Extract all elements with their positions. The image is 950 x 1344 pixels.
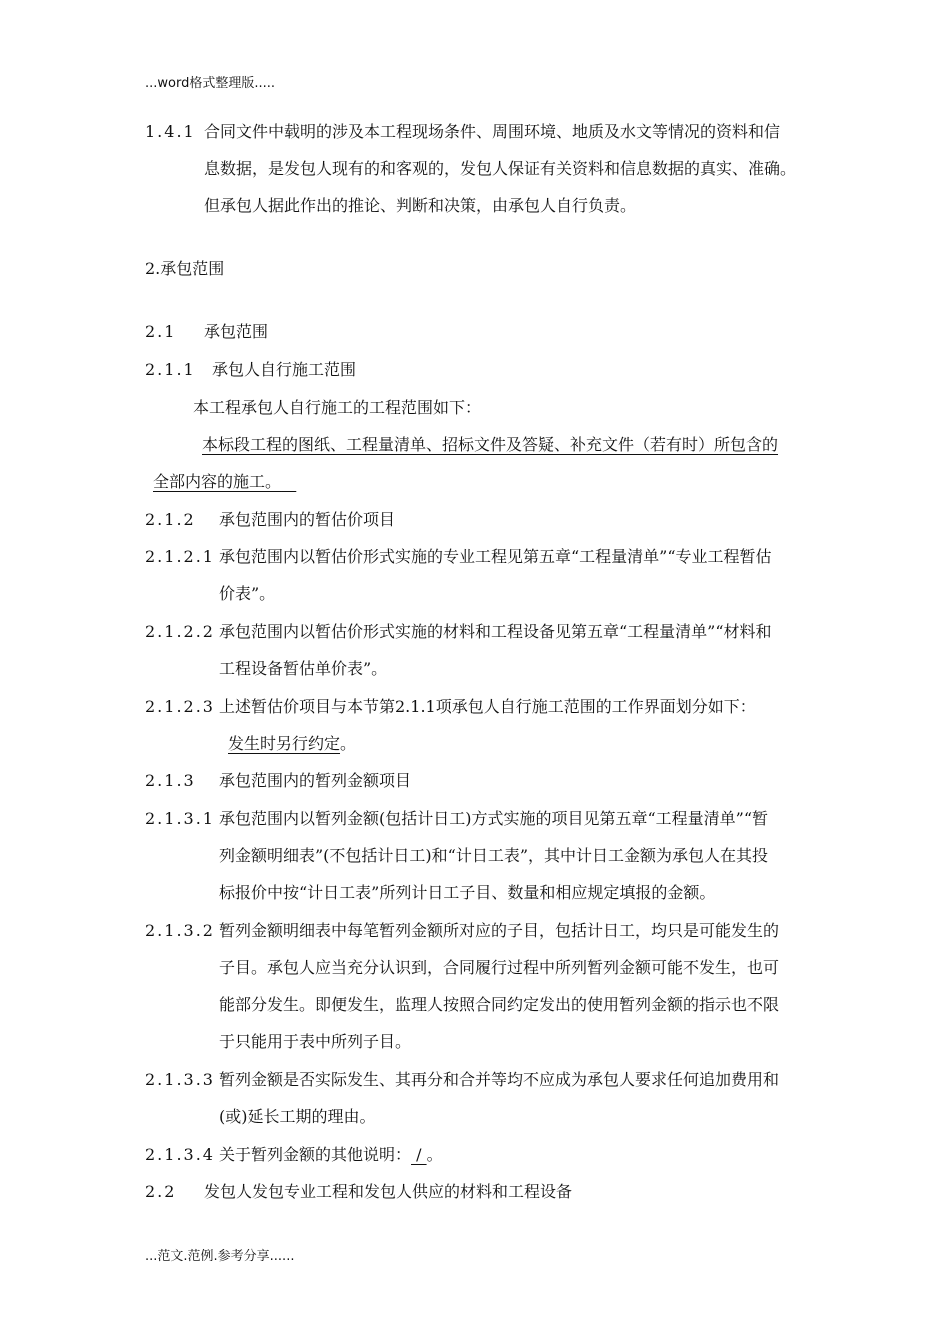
clause-number-2-1-3-4: 2.1.3.4 [145, 1145, 215, 1164]
clause-1-4-1-line-2: 息数据，是发包人现有的和客观的，发包人保证有关资料和信息数据的真实、准确。 [204, 159, 797, 178]
page-header: ...word格式整理版..... [145, 76, 276, 91]
clause-number-2-2: 2.2 [145, 1182, 177, 1201]
clause-2-2-title: 发包人发包专业工程和发包人供应的材料和工程设备 [204, 1182, 573, 1201]
clause-2-1-3-1-line-1: 承包范围内以暂列金额(包括计日工)方式实施的项目见第五章“工程量清单”“暂 [219, 809, 769, 828]
clause-2-1-3-4-value: / [411, 1145, 427, 1164]
clause-2-1-1-title: 承包人自行施工范围 [212, 360, 357, 379]
clause-2-1-2-2-line-1: 承包范围内以暂估价形式实施的材料和工程设备见第五章“工程量清单”“材料和 [219, 622, 772, 641]
clause-number-2-1-3: 2.1.3 [145, 771, 196, 790]
clause-2-1-3-2-line-1: 暂列金额明细表中每笔暂列金额所对应的子目，包括计日工，均只是可能发生的 [219, 921, 780, 940]
clause-number-2-1-2-1: 2.1.2.1 [145, 547, 215, 566]
clause-2-1-2-3-answer: 发生时另行约定。 [228, 734, 357, 753]
clause-2-1-3-2-line-2: 子目。承包人应当充分认识到，合同履行过程中所列暂列金额可能不发生，也可 [219, 958, 780, 977]
clause-2-1-3-4-line: 关于暂列金额的其他说明： / 。 [219, 1145, 443, 1164]
clause-2-1-2-3-line-1: 上述暂估价项目与本节第2.1.1项承包人自行施工范围的工作界面划分如下： [219, 697, 756, 716]
clause-2-1-3-3-line-2: (或)延长工期的理由。 [219, 1107, 376, 1126]
clause-2-1-title: 承包范围 [204, 322, 269, 341]
clause-2-1-3-3-line-1: 暂列金额是否实际发生、其再分和合并等均不应成为承包人要求任何追加费用和 [219, 1070, 780, 1089]
clause-number-2-1-2-2: 2.1.2.2 [145, 622, 215, 641]
clause-2-1-2-2-line-2: 工程设备暂估单价表”。 [219, 659, 388, 678]
section-title-2: 2.承包范围 [145, 259, 225, 278]
clause-1-4-1-line-3: 但承包人据此作出的推论、判断和决策，由承包人自行负责。 [204, 196, 637, 215]
clause-number-1-4-1: 1.4.1 [145, 122, 196, 141]
clause-number-2-1-3-1: 2.1.3.1 [145, 809, 215, 828]
page-footer: ...范文.范例.参考分享...... [145, 1249, 295, 1264]
clause-2-1-3-1-line-3: 标报价中按“计日工表”所列计日工子目、数量和相应规定填报的金额。 [219, 883, 716, 902]
clause-2-1-1-scope-line-1: 本标段工程的图纸、工程量清单、招标文件及答疑、补充文件（若有时）所包含的 [202, 435, 779, 454]
clause-2-1-1-scope-line-2: 全部内容的施工。 [153, 472, 282, 491]
clause-number-2-1-2-3: 2.1.2.3 [145, 697, 215, 716]
clause-number-2-1-1: 2.1.1 [145, 360, 196, 379]
clause-1-4-1-line-1: 合同文件中载明的涉及本工程现场条件、周围环境、地质及水文等情况的资料和信 [204, 122, 781, 141]
clause-2-1-2-1-line-2: 价表”。 [219, 584, 276, 603]
clause-2-1-3-1-line-2: 列金额明细表”(不包括计日工)和“计日工表”，其中计日工金额为承包人在其投 [219, 846, 769, 865]
clause-number-2-1-3-2: 2.1.3.2 [145, 921, 215, 940]
clause-2-1-3-2-line-3: 能部分发生。即便发生，监理人按照合同约定发出的使用暂列金额的指示也不限 [219, 995, 780, 1014]
clause-number-2-1: 2.1 [145, 322, 177, 341]
clause-2-1-1-intro: 本工程承包人自行施工的工程范围如下： [193, 398, 482, 417]
clause-2-1-2-title: 承包范围内的暂估价项目 [219, 510, 396, 529]
clause-2-1-2-1-line-1: 承包范围内以暂估价形式实施的专业工程见第五章“工程量清单”“专业工程暂估 [219, 547, 772, 566]
clause-number-2-1-2: 2.1.2 [145, 510, 196, 529]
clause-2-1-3-2-line-4: 于只能用于表中所列子目。 [219, 1032, 412, 1051]
clause-number-2-1-3-3: 2.1.3.3 [145, 1070, 215, 1089]
clause-2-1-3-title: 承包范围内的暂列金额项目 [219, 771, 412, 790]
